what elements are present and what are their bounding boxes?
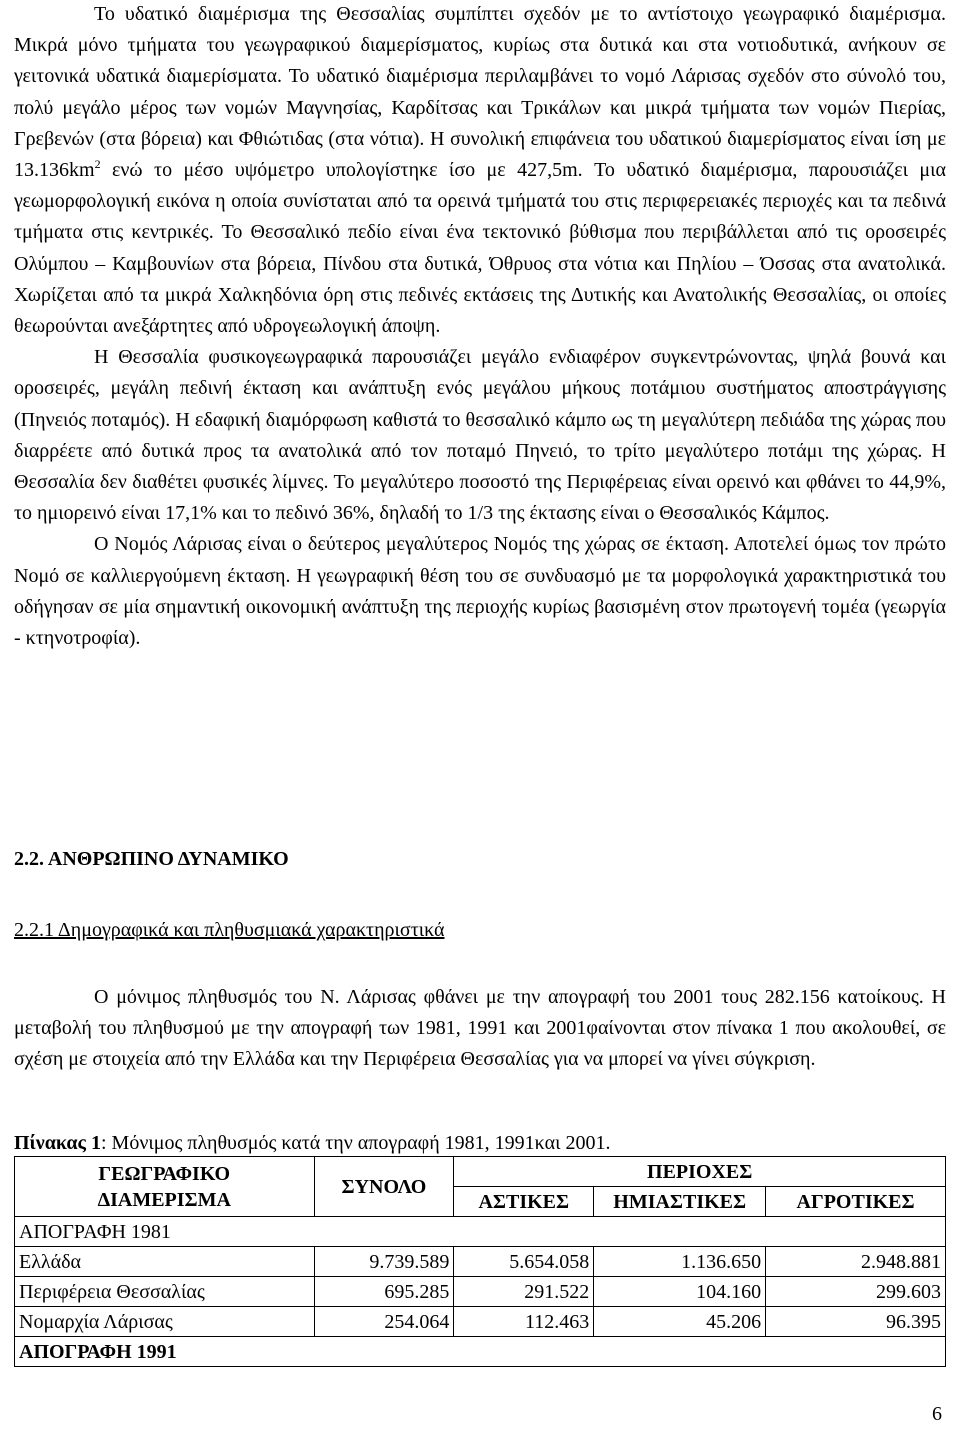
table-caption xyxy=(14,1131,610,1155)
section-1991: ΑΠΟΓΡΑΦΗ 1991 xyxy=(15,1337,946,1367)
row-rural: 299.603 xyxy=(766,1277,946,1307)
header-urban: ΑΣΤΙΚΕΣ xyxy=(454,1187,594,1217)
table-row xyxy=(15,1307,946,1337)
section-heading: 2.2. ΑΝΘΡΩΠΙΝΟ ΔΥΝΑΜΙΚΟ xyxy=(14,848,289,870)
subsection-heading: 2.2.1 Δημογραφικά και πληθυσμιακά χαρακτηριστικά xyxy=(14,919,445,941)
row-rural: 96.395 xyxy=(766,1307,946,1337)
row-name: Νομαρχία Λάρισας xyxy=(15,1307,315,1337)
paragraph-4: Ο μόνιμος πληθυσμός του Ν. Λάρισας φθάνει με την απογραφή του 2001 τους 282.156 κατοίκους. Η μεταβολή του πληθυσμού με την απογραφή των 1981, 1991 και 2001φαίνονται στον πίνακα 1 που ακολουθεί, σε σχέση με στοιχεία από την Ελλάδα και την Περιφέρεια Θεσσαλίας για να μπορεί να γίνει σύγκριση. xyxy=(14,986,946,1071)
header-rural: ΑΓΡΟΤΙΚΕΣ xyxy=(766,1187,946,1217)
table-section-row xyxy=(15,1337,946,1367)
paragraph-2: Η Θεσσαλία φυσικογεωγραφικά παρουσιάζει μεγάλο ενδιαφέρον συγκεντρώνοντας, ψηλά βουνά και οροσειρές, μεγάλη πεδινή έκταση και ανάπτυξη ενός μεγάλου μήκους ποτάμιου συστήματος αποστράγγισης (Πηνειός ποταμός). Η εδαφική διαμόρφωση καθιστά το θεσσαλικό κάμπο ως τη μεγαλύτερη πεδιάδα της χώρας που διαρρέετε από δυτικά προς τα ανατολικά από τον ποταμό Πηνειό, το τρίτο μεγαλύτερο ποτάμι της χώρας. Η Θεσσαλία δεν διαθέτει φυσικές λίμνες. Το μεγαλύτερο ποσοστό της Περιφέρειας είναι ορεινό και φθάνει το 44,9%, το ημιορεινό είναι 17,1% και το πεδινό 36%, δηλαδή το 1/3 της έκτασης είναι ο Θεσσαλικός Κάμπος. xyxy=(14,346,946,525)
table-header-row xyxy=(15,1157,946,1187)
header-areas: ΠΕΡΙΟΧΕΣ xyxy=(454,1157,946,1187)
row-semi: 1.136.650 xyxy=(594,1247,766,1277)
population-table xyxy=(14,1156,946,1367)
header-semi-urban: ΗΜΙΑΣΤΙΚΕΣ xyxy=(594,1187,766,1217)
header-region xyxy=(15,1157,315,1217)
paragraph-1-text-a: Το υδατικό διαμέρισμα της Θεσσαλίας συμπίπτει σχεδόν με το αντίστοιχο γεωγραφικό διαμέρισμα. Μικρά μόνο τμήματα του γεωγραφικού διαμερίσματος, κυρίως στα δυτικά και στα νοτιοδυτικά, ανήκουν σε γειτονικά υδατικά διαμερίσματα. Το υδατικό διαμέρισμα περιλαμβάνει το νομό Λάρισας σχεδόν στο σύνολό του, πολύ μεγάλο μέρος των νομών Μαγνησίας, Καρδίτσας και Τρικάλων και μικρά τμήματα των νομών Πιερίας, Γρεβενών (στα βόρεια) και Φθιώτιδας (στα νότια). Η συνολική επιφάνεια του υδατικού διαμερίσματος είναι ίση με 13.136km xyxy=(14,3,946,182)
row-urban: 291.522 xyxy=(454,1277,594,1307)
row-total: 695.285 xyxy=(314,1277,454,1307)
paragraph-1 xyxy=(14,0,946,342)
row-name: Ελλάδα xyxy=(15,1247,315,1277)
table-row xyxy=(15,1277,946,1307)
paragraph-1-text-b: ενώ το μέσο υψόμετρο υπολογίστηκε ίσο με 427,5m. Το υδατικό διαμέρισμα, παρουσιάζει μια γεωμορφολογική εικόνα η οποία συνίσταται από τα ορεινά τμήματά του στις περιφερειακές περιοχές και τα πεδινά τμήματα στις κεντρικές. Το Θεσσαλικό πεδίο είναι ένα τεκτονικό βύθισμα που περιβάλλεται από τις οροσειρές Ολύμπου – Καμβουνίων στα βόρεια, Πίνδου στα δυτικά, Όθρυος στα νότια και Πηλίου – Όσσας στα ανατολικά. Χωρίζεται από τα μικρά Χαλκηδόνια όρη στις πεδινές εκτάσεις της Δυτικής και Ανατολικής Θεσσαλίας, οι οποίες θεωρούνται ανεξάρτητες από υδρογεωλογική άποψη. xyxy=(14,159,946,338)
header-total: ΣΥΝΟΛΟ xyxy=(314,1157,454,1217)
paragraph-3: Ο Νομός Λάρισας είναι ο δεύτερος μεγαλύτερος Νομός της χώρας σε έκταση. Αποτελεί όμως τον πρώτο Νομό σε καλλιεργούμενη έκταση. Η γεωγραφική θέση του σε συνδυασμό με τα μορφολογικά χαρακτηριστικά του οδήγησαν σε μία σημαντική οικονομική ανάπτυξη της περιοχής κυρίως βασισμένη στον πρωτογενή τομέα (γεωργία - κτηνοτροφία). xyxy=(14,533,946,650)
header-region-line1: ΓΕΩΓΡΑΦΙΚΟ xyxy=(98,1162,231,1185)
row-urban: 5.654.058 xyxy=(454,1247,594,1277)
row-total: 9.739.589 xyxy=(314,1247,454,1277)
row-rural: 2.948.881 xyxy=(766,1247,946,1277)
row-semi: 45.206 xyxy=(594,1307,766,1337)
row-urban: 112.463 xyxy=(454,1307,594,1337)
table-row xyxy=(15,1247,946,1277)
table-section-row xyxy=(15,1217,946,1247)
page-number: 6 xyxy=(932,1403,942,1425)
table-caption-text: : Μόνιμος πληθυσμός κατά την απογραφή 1981, 1991και 2001. xyxy=(100,1132,611,1154)
paragraph-4-wrap xyxy=(14,982,946,1076)
row-name: Περιφέρεια Θεσσαλίας xyxy=(15,1277,315,1307)
row-semi: 104.160 xyxy=(594,1277,766,1307)
superscript: 2 xyxy=(94,157,101,172)
table-caption-label: Πίνακας 1 xyxy=(14,1132,101,1154)
section-1981: ΑΠΟΓΡΑΦΗ 1981 xyxy=(15,1217,946,1247)
header-region-line2: ΔΙΑΜΕΡΙΣΜΑ xyxy=(97,1188,231,1211)
row-total: 254.064 xyxy=(314,1307,454,1337)
body-text xyxy=(14,0,946,654)
